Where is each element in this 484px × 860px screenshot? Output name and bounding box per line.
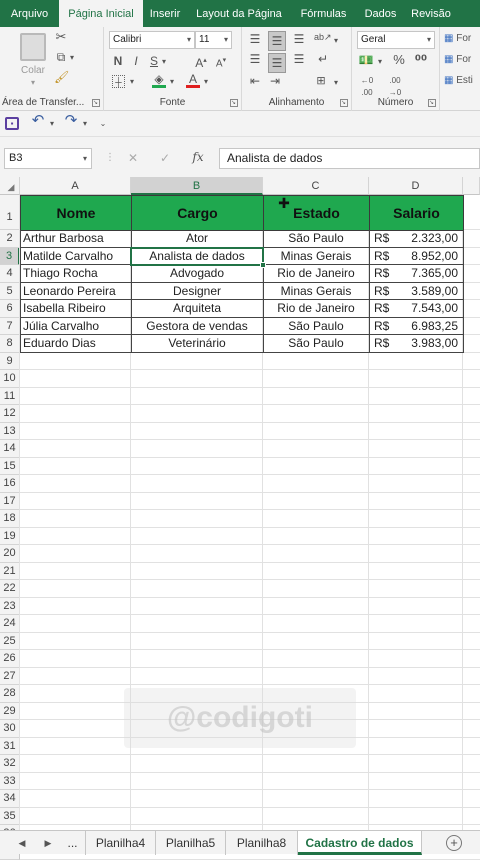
- align-top-icon[interactable]: ☰: [248, 33, 262, 45]
- row-header-30[interactable]: 30: [0, 720, 20, 738]
- paste-icon[interactable]: [20, 33, 46, 61]
- tab-layout-da-p-gina[interactable]: Layout da Página: [187, 0, 291, 27]
- tab-arquivo[interactable]: Arquivo: [0, 0, 59, 27]
- row-header-26[interactable]: 26: [0, 650, 20, 668]
- row-header-23[interactable]: 23: [0, 598, 20, 616]
- bold-icon[interactable]: N: [112, 55, 124, 67]
- decrease-decimal-icon[interactable]: .00 →0: [386, 75, 404, 99]
- row-header-16[interactable]: 16: [0, 475, 20, 493]
- format-as-table-button[interactable]: [444, 54, 484, 66]
- currency-symbol: R$: [374, 335, 389, 352]
- undo-dropdown-icon[interactable]: ▾: [48, 118, 56, 130]
- row-header-32[interactable]: 32: [0, 755, 20, 773]
- row-gridline: [20, 597, 480, 598]
- copy-icon[interactable]: ⧉: [54, 51, 68, 63]
- row-gridline: [20, 807, 480, 808]
- row-gridline: [20, 544, 480, 545]
- cell-estado[interactable]: Rio de Janeiro: [263, 300, 370, 318]
- alignment-group: [242, 27, 352, 111]
- scroll-right-icon[interactable]: ▶: [42, 837, 54, 849]
- row-header-4[interactable]: 4: [0, 265, 20, 283]
- row-header-22[interactable]: 22: [0, 580, 20, 598]
- cell-estado[interactable]: São Paulo: [263, 230, 370, 248]
- row-header-31[interactable]: 31: [0, 738, 20, 756]
- tab-dados[interactable]: Dados: [356, 0, 405, 27]
- watermark: @codigoti: [124, 688, 356, 748]
- currency-symbol: R$: [374, 300, 389, 317]
- decrease-indent-icon[interactable]: ⇤: [248, 75, 262, 87]
- column-header-a[interactable]: A: [20, 177, 131, 195]
- align-bottom-icon[interactable]: ☰: [292, 33, 306, 45]
- row-header-6[interactable]: 6: [0, 300, 20, 318]
- row-gridline: [20, 684, 480, 685]
- cell-nome[interactable]: Leonardo Pereira: [20, 283, 132, 301]
- fill-color-icon[interactable]: ◈: [152, 73, 166, 88]
- clipboard-group-label: Área de Transfer...: [0, 97, 103, 108]
- wrap-text-icon[interactable]: ↵: [316, 53, 330, 65]
- row-gridline: [20, 667, 480, 668]
- column-header-b[interactable]: B: [131, 177, 263, 195]
- row-header-3[interactable]: 3: [0, 248, 20, 266]
- cell-salario[interactable]: [369, 283, 464, 301]
- currency-dropdown-icon[interactable]: ▾: [376, 56, 384, 68]
- formula-input[interactable]: Analista de dados: [219, 148, 480, 169]
- cell-salario[interactable]: [369, 248, 464, 266]
- chevron-down-icon: ▾: [83, 149, 87, 168]
- cell-nome[interactable]: Matilde Carvalho: [20, 248, 132, 266]
- number-group-label: Número: [352, 97, 439, 108]
- italic-icon[interactable]: I: [130, 55, 142, 67]
- merge-dropdown-icon[interactable]: ▾: [332, 77, 340, 89]
- row-gridline: [20, 614, 480, 615]
- row-header-13[interactable]: 13: [0, 423, 20, 441]
- row-header-8[interactable]: 8: [0, 335, 20, 353]
- sheet-tab-planilha4[interactable]: Planilha4: [86, 831, 156, 855]
- select-all-icon: ◢: [6, 181, 16, 193]
- salary-value: 7.543,00: [411, 300, 458, 317]
- formula-bar-grip-icon[interactable]: ⋮: [105, 152, 111, 164]
- row-header-12[interactable]: 12: [0, 405, 20, 423]
- cell-nome[interactable]: Isabella Ribeiro: [20, 300, 132, 318]
- row-header-24[interactable]: 24: [0, 615, 20, 633]
- row-gridline: [20, 492, 480, 493]
- percent-icon[interactable]: %: [392, 54, 406, 66]
- cell-estado[interactable]: São Paulo: [263, 335, 370, 353]
- ribbon-tabs: [0, 0, 480, 27]
- decrease-font-icon[interactable]: A▾: [214, 55, 228, 70]
- cut-icon[interactable]: ✂: [54, 31, 68, 43]
- row-gridline: [20, 509, 480, 510]
- row-gridline: [20, 369, 480, 370]
- underline-icon[interactable]: S: [148, 55, 160, 67]
- header-cell-estado[interactable]: Estado: [263, 195, 370, 231]
- save-icon[interactable]: ▪: [5, 117, 19, 130]
- paste-label[interactable]: Colar: [14, 65, 52, 77]
- currency-symbol: R$: [374, 283, 389, 300]
- cell-cargo[interactable]: Advogado: [131, 265, 264, 283]
- customize-toolbar-icon[interactable]: ⌄: [98, 118, 108, 130]
- cell-nome[interactable]: Thiago Rocha: [20, 265, 132, 283]
- row-gridline: [20, 387, 480, 388]
- increase-font-icon[interactable]: A▴: [194, 55, 208, 69]
- row-header-10[interactable]: 10: [0, 370, 20, 388]
- conditional-formatting-button[interactable]: [444, 33, 484, 45]
- header-cell-salario[interactable]: Salario: [369, 195, 464, 231]
- font-launcher-icon[interactable]: ↘: [230, 99, 238, 107]
- font-size-select[interactable]: [195, 31, 232, 49]
- row-header-25[interactable]: 25: [0, 633, 20, 651]
- borders-dropdown-icon[interactable]: ▾: [128, 76, 136, 88]
- cell-salario[interactable]: [369, 230, 464, 248]
- cell-salario[interactable]: [369, 318, 464, 336]
- row-header-20[interactable]: 20: [0, 545, 20, 563]
- cell-nome[interactable]: Arthur Barbosa: [20, 230, 132, 248]
- name-box[interactable]: [4, 148, 92, 169]
- row-header-2[interactable]: 2: [0, 230, 20, 248]
- redo-dropdown-icon[interactable]: ▾: [81, 118, 89, 130]
- undo-icon[interactable]: ↶: [30, 115, 46, 127]
- font-color-icon[interactable]: A: [186, 73, 200, 88]
- tab-inserir[interactable]: Inserir: [143, 0, 187, 27]
- format-as-table-label: For: [456, 54, 471, 65]
- underline-dropdown-icon[interactable]: ▾: [160, 56, 168, 68]
- sheet-tab-cadastro-de-dados[interactable]: Cadastro de dados: [298, 831, 422, 855]
- tab-revis-o[interactable]: Revisão: [405, 0, 457, 27]
- format-as-table-icon: ▦: [444, 54, 453, 65]
- salary-value: 8.952,00: [411, 248, 458, 265]
- row-gridline: [20, 789, 480, 790]
- paste-dropdown-icon[interactable]: ▾: [26, 77, 40, 89]
- orientation-icon[interactable]: ab↗: [314, 31, 328, 43]
- currency-icon[interactable]: 💵: [358, 54, 374, 66]
- merge-center-icon[interactable]: ⊞: [314, 75, 328, 87]
- increase-indent-icon[interactable]: ⇥: [268, 75, 282, 87]
- fill-color-dropdown-icon[interactable]: ▾: [168, 76, 176, 88]
- row-header-17[interactable]: 17: [0, 493, 20, 511]
- cell-salario[interactable]: [369, 335, 464, 353]
- cell-cargo[interactable]: Gestora de vendas: [131, 318, 264, 336]
- column-header-e[interactable]: [463, 177, 480, 195]
- quick-access-toolbar: [0, 111, 480, 137]
- conditional-formatting-label: For: [456, 33, 471, 44]
- salary-value: 3.589,00: [411, 283, 458, 300]
- orientation-dropdown-icon[interactable]: ▾: [332, 35, 340, 47]
- row-gridline: [20, 649, 480, 650]
- row-gridline: [20, 562, 480, 563]
- row-gridline: [20, 422, 480, 423]
- format-painter-icon[interactable]: 🖌: [54, 71, 68, 83]
- font-name-value: Calibri: [113, 34, 141, 45]
- row-header-35[interactable]: 35: [0, 808, 20, 826]
- row-header-28[interactable]: 28: [0, 685, 20, 703]
- font-group-label: Fonte: [104, 97, 241, 108]
- salary-value: 2.323,00: [411, 230, 458, 247]
- row-header-34[interactable]: 34: [0, 790, 20, 808]
- cell-salario[interactable]: [369, 300, 464, 318]
- font-color-dropdown-icon[interactable]: ▾: [202, 76, 210, 88]
- row-header-27[interactable]: 27: [0, 668, 20, 686]
- column-header-d[interactable]: D: [369, 177, 463, 195]
- row-header-21[interactable]: 21: [0, 563, 20, 581]
- align-right-icon[interactable]: ☰: [292, 53, 306, 65]
- confirm-entry-icon[interactable]: ✓: [158, 152, 172, 164]
- row-gridline: [20, 824, 480, 825]
- cell-estado[interactable]: Minas Gerais: [263, 248, 370, 266]
- currency-symbol: R$: [374, 318, 389, 335]
- number-group: [352, 27, 440, 111]
- clipboard-group: [0, 27, 104, 111]
- currency-symbol: R$: [374, 248, 389, 265]
- chevron-down-icon: ▾: [187, 32, 191, 48]
- redo-icon[interactable]: ↷: [63, 115, 79, 127]
- row-gridline: [20, 404, 480, 405]
- cell-estado[interactable]: São Paulo: [263, 318, 370, 336]
- salary-value: 7.365,00: [411, 265, 458, 282]
- styles-group: [440, 27, 480, 111]
- row-gridline: [20, 474, 480, 475]
- chevron-down-icon: ▾: [427, 32, 431, 48]
- row-gridline: [20, 527, 480, 528]
- alignment-group-label: Alinhamento: [242, 97, 351, 108]
- number-launcher-icon[interactable]: ↘: [428, 99, 436, 107]
- more-sheets-button[interactable]: ...: [60, 831, 86, 855]
- add-sheet-icon[interactable]: +: [446, 835, 462, 851]
- cell-nome[interactable]: Eduardo Dias: [20, 335, 132, 353]
- borders-icon[interactable]: ┼: [112, 75, 125, 88]
- row-gridline: [20, 632, 480, 633]
- tab-f-rmulas[interactable]: Fórmulas: [291, 0, 356, 27]
- row-header-33[interactable]: 33: [0, 773, 20, 791]
- row-header-5[interactable]: 5: [0, 283, 20, 301]
- header-cell-nome[interactable]: Nome: [20, 195, 132, 231]
- row-header-9[interactable]: 9: [0, 353, 20, 371]
- font-size-value: 11: [199, 34, 209, 45]
- salary-value: 3.983,00: [411, 335, 458, 352]
- currency-symbol: R$: [374, 230, 389, 247]
- move-cursor-icon: ✚: [277, 197, 291, 209]
- font-group: [104, 27, 242, 111]
- cell-cargo[interactable]: Veterinário: [131, 335, 264, 353]
- currency-symbol: R$: [374, 265, 389, 282]
- sheet-tab-planilha8[interactable]: Planilha8: [226, 831, 298, 855]
- formula-bar: [0, 137, 480, 177]
- row-gridline: [20, 754, 480, 755]
- row-gridline: [20, 579, 480, 580]
- row-header-11[interactable]: 11: [0, 388, 20, 406]
- cell-nome[interactable]: Júlia Carvalho: [20, 318, 132, 336]
- cell-estado[interactable]: Rio de Janeiro: [263, 265, 370, 283]
- row-header-7[interactable]: 7: [0, 318, 20, 336]
- clipboard-launcher-icon[interactable]: ↘: [92, 99, 100, 107]
- name-box-value: B3: [9, 152, 22, 164]
- tab-p-gina-inicial[interactable]: Página Inicial: [59, 0, 143, 27]
- sheet-tab-planilha5[interactable]: Planilha5: [156, 831, 226, 855]
- alignment-launcher-icon[interactable]: ↘: [340, 99, 348, 107]
- cell-estado[interactable]: Minas Gerais: [263, 283, 370, 301]
- number-format-select[interactable]: [357, 31, 435, 49]
- comma-style-icon[interactable]: ⁰⁰: [414, 54, 428, 66]
- increase-decimal-icon[interactable]: ←0 .00: [358, 75, 376, 99]
- cell-cargo[interactable]: Analista de dados: [131, 248, 264, 266]
- row-header-19[interactable]: 19: [0, 528, 20, 546]
- cell-salario[interactable]: [369, 265, 464, 283]
- align-left-icon[interactable]: ☰: [248, 53, 262, 65]
- row-header-14[interactable]: 14: [0, 440, 20, 458]
- font-name-select[interactable]: [109, 31, 195, 49]
- cell-cargo[interactable]: Ator: [131, 230, 264, 248]
- cell-styles-button[interactable]: [444, 75, 484, 87]
- chevron-down-icon: ▾: [224, 32, 228, 48]
- insert-function-icon[interactable]: fx: [190, 151, 206, 163]
- conditional-formatting-icon: ▦: [444, 33, 453, 44]
- salary-value: 6.983,25: [411, 318, 458, 335]
- column-header-c[interactable]: C: [263, 177, 369, 195]
- row-gridline: [20, 439, 480, 440]
- ribbon: [0, 27, 480, 111]
- row-header-1[interactable]: 1: [0, 195, 20, 230]
- row-header-18[interactable]: 18: [0, 510, 20, 528]
- copy-dropdown-icon[interactable]: ▾: [68, 52, 76, 64]
- sheet-tab-bar: [0, 830, 480, 854]
- row-gridline: [20, 457, 480, 458]
- cell-cargo[interactable]: Arquiteta: [131, 300, 264, 318]
- cell-styles-icon: ▦: [444, 75, 453, 86]
- scroll-left-icon[interactable]: ◀: [16, 837, 28, 849]
- row-gridline: [20, 772, 480, 773]
- cancel-entry-icon[interactable]: ✕: [126, 152, 140, 164]
- number-format-value: Geral: [361, 34, 385, 45]
- align-center-icon[interactable]: ☰: [268, 53, 286, 73]
- header-cell-cargo[interactable]: Cargo: [131, 195, 264, 231]
- row-header-29[interactable]: 29: [0, 703, 20, 721]
- align-middle-icon[interactable]: ☰: [268, 31, 286, 51]
- cell-cargo[interactable]: Designer: [131, 283, 264, 301]
- cell-styles-label: Esti: [456, 75, 473, 86]
- row-header-15[interactable]: 15: [0, 458, 20, 476]
